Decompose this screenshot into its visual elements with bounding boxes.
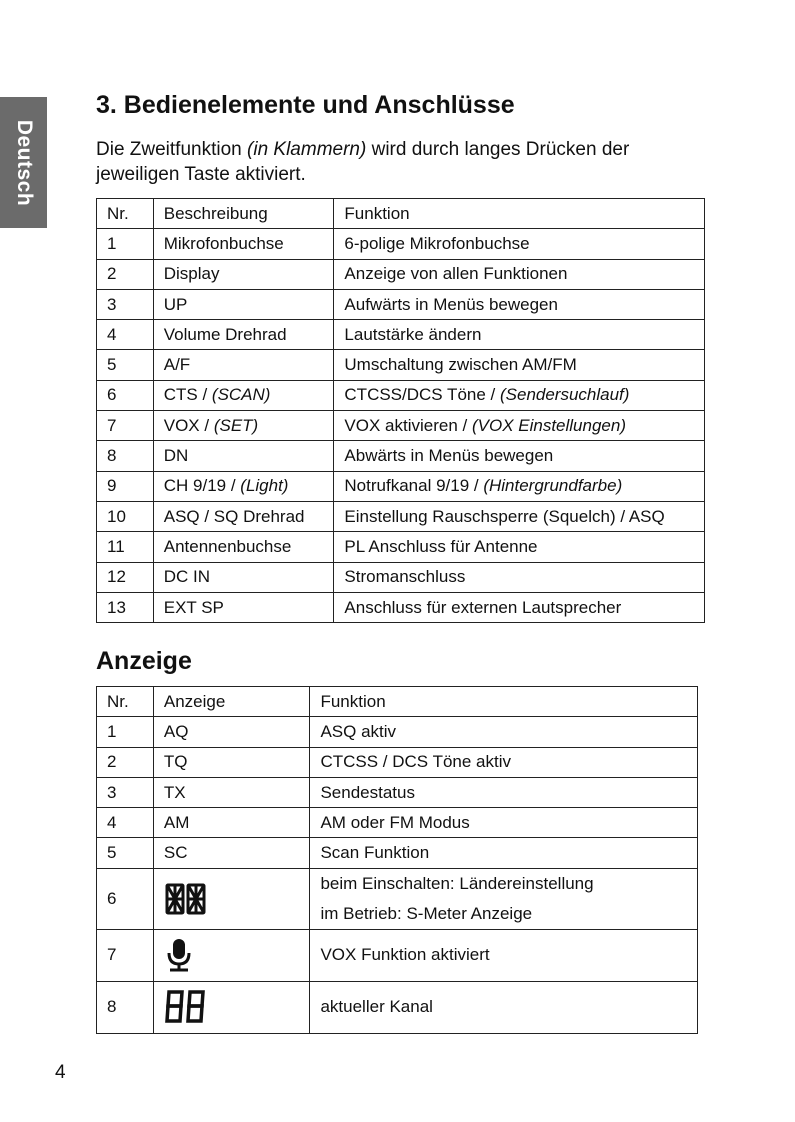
row-nr [97,592,154,622]
table-row [97,777,698,807]
row-func-text: 6-polige Mikrofonbuchse [344,233,530,253]
row-nr [97,259,154,289]
segment-cell [153,868,310,929]
row-nr-text: 4 [107,324,117,344]
row-func [310,868,698,929]
row-func [334,350,705,380]
controls-header-row [97,199,705,229]
intro-italic: (in Klammern) [247,139,367,160]
row-nr-text: 12 [107,567,126,587]
intro-text [96,137,716,187]
row-nr [97,380,154,410]
row-desc-text: UP [163,294,188,314]
row-nr: 2 [97,747,154,777]
channel-cell [153,981,310,1033]
row-desc [153,532,334,562]
header-beschreibung: Beschreibung [153,199,334,229]
row-func-text: Notrufkanal 9/19 / [344,476,484,496]
row-desc-text: Volume Drehrad [163,324,287,344]
row-anzeige: SC [153,838,310,868]
row-desc-alt: (SCAN) [211,385,271,405]
table-row [97,289,705,319]
row-nr [97,441,154,471]
page-number: 4 [55,1062,66,1083]
table-row [97,441,705,471]
row-nr-text: 10 [107,506,126,526]
row-desc [153,592,334,622]
row-nr-text: 3 [107,294,117,314]
table-row [97,747,698,777]
func-line-2: im Betrieb: S-Meter Anzeige [320,903,533,923]
func-line-1: beim Einschalten: Ländereinstellung [320,873,594,893]
row-nr: 6 [97,868,154,929]
intro-part2: wird durch langes Drücken der jeweiligen Taste aktiviert. [96,139,630,185]
row-func: aktueller Kanal [310,981,698,1033]
table-row [97,838,698,868]
row-func [334,289,705,319]
row-desc [153,501,334,531]
row-desc [153,380,334,410]
header-nr: Nr. [97,199,154,229]
row-anzeige: AM [153,808,310,838]
row-desc-text: A/F [163,355,191,375]
row-desc [153,411,334,441]
row-desc [153,229,334,259]
header-funktion: Funktion [310,687,698,717]
row-nr-text: 1 [107,233,117,253]
row-func-text: Anschluss für externen Lautsprecher [344,597,622,617]
row-nr: 8 [97,981,154,1033]
row-nr [97,471,154,501]
table-row [97,929,698,981]
row-nr-text: 13 [107,597,126,617]
alphanumeric-segment-display-icon [164,882,208,916]
row-func-text: Stromanschluss [344,567,466,587]
row-func: ASQ aktiv [310,717,698,747]
row-nr [97,562,154,592]
table-row [97,259,705,289]
table-row [97,229,705,259]
row-func-text: Lautstärke ändern [344,324,482,344]
row-func-text: Einstellung Rauschsperre (Squelch) / ASQ [344,506,665,526]
header-anzeige: Anzeige [153,687,310,717]
display-table [96,686,698,1034]
row-desc [153,441,334,471]
row-func-alt: (VOX Einstellungen) [471,415,626,435]
row-func-text: Umschaltung zwischen AM/FM [344,355,577,375]
row-func [334,441,705,471]
seven-segment-88-icon [164,989,208,1025]
row-func [334,380,705,410]
row-func [334,562,705,592]
table-row [97,501,705,531]
row-nr-text: 5 [107,355,117,375]
row-nr-text: 11 [107,536,125,556]
row-desc-text: DC IN [163,567,211,587]
row-nr [97,289,154,319]
language-tab-label: Deutsch [12,119,36,206]
row-desc-text: Display [163,264,220,284]
table-row [97,808,698,838]
table-row [97,717,698,747]
table-row [97,471,705,501]
table-row [97,411,705,441]
row-desc-text: VOX / [163,415,214,435]
language-tab [0,97,47,228]
row-anzeige: TX [153,777,310,807]
row-desc-text: CH 9/19 / [163,476,241,496]
row-desc-text: CTS / [163,385,212,405]
row-nr [97,350,154,380]
header-nr: Nr. [97,687,154,717]
row-nr-text: 2 [107,264,117,284]
table-row [97,592,705,622]
row-func: Scan Funktion [310,838,698,868]
microphone-icon [164,937,194,973]
intro-part1: Die Zweitfunktion [96,139,248,160]
row-func [334,320,705,350]
table-row [97,320,705,350]
row-func-text: Aufwärts in Menüs bewegen [344,294,558,314]
row-func [334,411,705,441]
row-desc-alt: (SET) [213,415,259,435]
row-desc [153,471,334,501]
row-func-text: PL Anschluss für Antenne [344,536,538,556]
row-nr-text: 7 [107,415,117,435]
row-desc-text: Antennenbuchse [163,536,292,556]
display-section-title: Anzeige [96,647,192,675]
row-func [334,592,705,622]
row-desc-text: EXT SP [163,597,224,617]
row-desc [153,562,334,592]
row-nr-text: 9 [107,476,117,496]
row-func [334,501,705,531]
row-nr [97,501,154,531]
microphone-cell [153,929,310,981]
row-nr [97,229,154,259]
row-nr [97,411,154,441]
row-nr [97,320,154,350]
row-func-text: Anzeige von allen Funktionen [344,264,568,284]
row-desc [153,350,334,380]
controls-table [96,198,705,623]
table-row [97,350,705,380]
row-desc [153,259,334,289]
row-func-text: CTCSS/DCS Töne / [344,385,500,405]
row-nr-text: 8 [107,446,117,466]
table-row [97,380,705,410]
row-desc [153,320,334,350]
section-title: 3. Bedienelemente und Anschlüsse [96,91,515,119]
row-desc-text: ASQ / SQ Drehrad [163,506,305,526]
row-anzeige: TQ [153,747,310,777]
row-func [334,471,705,501]
table-row [97,532,705,562]
row-nr: 7 [97,929,154,981]
row-desc [153,289,334,319]
row-func-text: VOX aktivieren / [344,415,472,435]
row-func-alt: (Sendersuchlauf) [499,385,630,405]
row-func-alt: (Hintergrundfarbe) [483,476,623,496]
row-anzeige: AQ [153,717,310,747]
row-nr-text: 6 [107,385,117,405]
header-funktion: Funktion [334,199,705,229]
table-row [97,868,698,929]
row-func-text: Abwärts in Menüs bewegen [344,446,554,466]
row-func [334,259,705,289]
row-nr: 1 [97,717,154,747]
row-desc-text: DN [163,446,189,466]
row-nr: 4 [97,808,154,838]
row-desc-text: Mikrofonbuchse [163,233,284,253]
row-nr: 3 [97,777,154,807]
row-nr [97,532,154,562]
row-func: AM oder FM Modus [310,808,698,838]
row-func [334,532,705,562]
row-nr: 5 [97,838,154,868]
row-func: VOX Funktion aktiviert [310,929,698,981]
row-func [334,229,705,259]
row-func: CTCSS / DCS Töne aktiv [310,747,698,777]
display-header-row [97,687,698,717]
row-desc-alt: (Light) [240,476,289,496]
table-row [97,981,698,1033]
table-row [97,562,705,592]
row-func: Sendestatus [310,777,698,807]
